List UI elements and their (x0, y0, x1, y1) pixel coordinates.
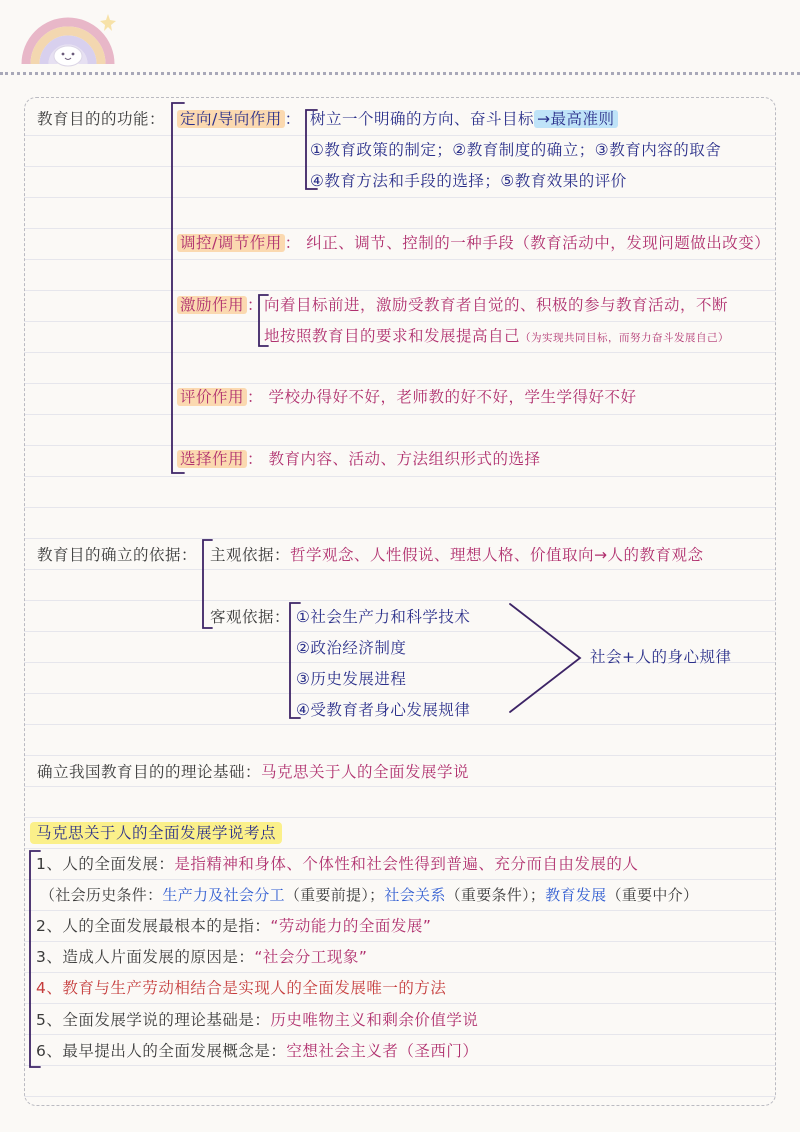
marx-point-5-text: 历史唯物主义和剩余价值学说 (270, 1011, 479, 1029)
objective-item: ③历史发展进程 (296, 670, 407, 688)
dotted-divider (0, 72, 800, 75)
regulation-row (177, 233, 770, 253)
marx-point-2-text: “劳动能力的全面发展” (270, 917, 432, 935)
marx-point-1-label: 1、人的全面发展： (36, 855, 175, 873)
objective-item: ①社会生产力和科学技术 (296, 608, 471, 626)
evaluation-colon: ： (247, 388, 264, 406)
evaluation-row (177, 387, 636, 407)
marx-title (30, 823, 282, 843)
marx-point-2-label: 2、人的全面发展最根本的是指： (36, 917, 271, 935)
marx-point-6-label: 6、最早提出人的全面发展概念是： (36, 1042, 287, 1060)
theory-value: 马克思关于人的全面发展学说 (261, 763, 470, 781)
motivation-row (177, 295, 263, 315)
conditions-open: （社会历史条件： (40, 886, 163, 904)
marx-point-3-label: 3、造成人片面发展的原因是： (36, 948, 255, 966)
objective-item: ②政治经济制度 (296, 639, 407, 657)
marx-point-1-conditions (40, 885, 698, 905)
subjective-text: 哲学观念、人性假说、理想人格、价值取向→人的教育观念 (290, 546, 704, 564)
selection-colon: ： (247, 450, 264, 468)
theory-row (37, 762, 469, 782)
marx-point-5 (36, 1010, 478, 1030)
motivation-line2 (264, 326, 729, 348)
condition-productivity-note: （重要前提）； (284, 886, 385, 904)
selection-label: 选择作用 (177, 450, 247, 468)
functions-title: 教育目的的功能： (37, 110, 166, 128)
marx-point-1-text: 是指精神和身体、个体性和社会性得到普遍、充分而自由发展的人 (174, 855, 639, 873)
marx-point-5-label: 5、全面发展学说的理论基础是： (36, 1011, 271, 1029)
objective-summary: 社会+人的身心规律 (590, 648, 732, 666)
regulation-text: 纠正、调节、控制的一种手段（教育活动中，发现问题做出改变） (306, 234, 771, 252)
marx-point-2 (36, 916, 431, 936)
condition-education: 教育发展 (545, 886, 607, 904)
selection-row (177, 449, 540, 469)
objective-item: ④受教育者身心发展规律 (296, 701, 471, 719)
motivation-line1: 向着目标前进，激励受教育者自觉的、积极的参与教育活动，不断 (264, 296, 729, 314)
marx-point-4: 4、教育与生产劳动相结合是实现人的全面发展唯一的方法 (36, 979, 447, 997)
guidance-line2: ①教育政策的制定；②教育制度的确立；③教育内容的取舍 (310, 141, 722, 159)
guidance-line3: ④教育方法和手段的选择；⑤教育效果的评价 (310, 172, 627, 190)
evaluation-text: 学校办得好不好，老师教的好不好，学生学得好不好 (268, 388, 637, 406)
guidance-colon: ： (284, 110, 301, 128)
motivation-line2-text: 地按照教育目的要求和发展提高自己 (264, 327, 521, 345)
motivation-note: （为实现共同目标，而努力奋斗发展自己） (520, 332, 730, 344)
basis-title: 教育目的确立的依据： (37, 546, 198, 564)
marx-point-1 (36, 854, 638, 874)
objective-label: 客观依据： (210, 608, 291, 626)
regulation-colon: ： (284, 234, 301, 252)
regulation-label: 调控/调节作用 (177, 234, 285, 252)
condition-education-note: （重要中介） (606, 886, 699, 904)
selection-text: 教育内容、活动、方法组织形式的选择 (268, 450, 541, 468)
motivation-label: 激励作用 (177, 296, 247, 314)
guidance-text (310, 109, 618, 129)
condition-social-relations-note: （重要条件）； (445, 886, 546, 904)
evaluation-label: 评价作用 (177, 388, 247, 406)
guidance-label: 定向/导向作用 (177, 110, 285, 128)
motivation-colon: ： (247, 296, 264, 314)
condition-productivity: 生产力及社会分工 (162, 886, 285, 904)
marx-point-3 (36, 947, 367, 967)
condition-social-relations: 社会关系 (384, 886, 446, 904)
rainbow-sticker-icon (18, 8, 118, 70)
marx-point-6-text: 空想社会主义者（圣西门） (286, 1042, 479, 1060)
guidance-text-a: 树立一个明确的方向、奋斗目标 (310, 110, 535, 128)
theory-label: 确立我国教育目的的理论基础： (37, 763, 262, 781)
marx-title-text: 马克思关于人的全面发展学说考点 (30, 822, 282, 844)
marx-point-3-text: “社会分工现象” (254, 948, 368, 966)
guidance-text-b: →最高准则 (534, 110, 618, 128)
guidance-row (177, 109, 301, 129)
marx-point-6 (36, 1041, 478, 1061)
subjective-label: 主观依据： (210, 546, 291, 564)
